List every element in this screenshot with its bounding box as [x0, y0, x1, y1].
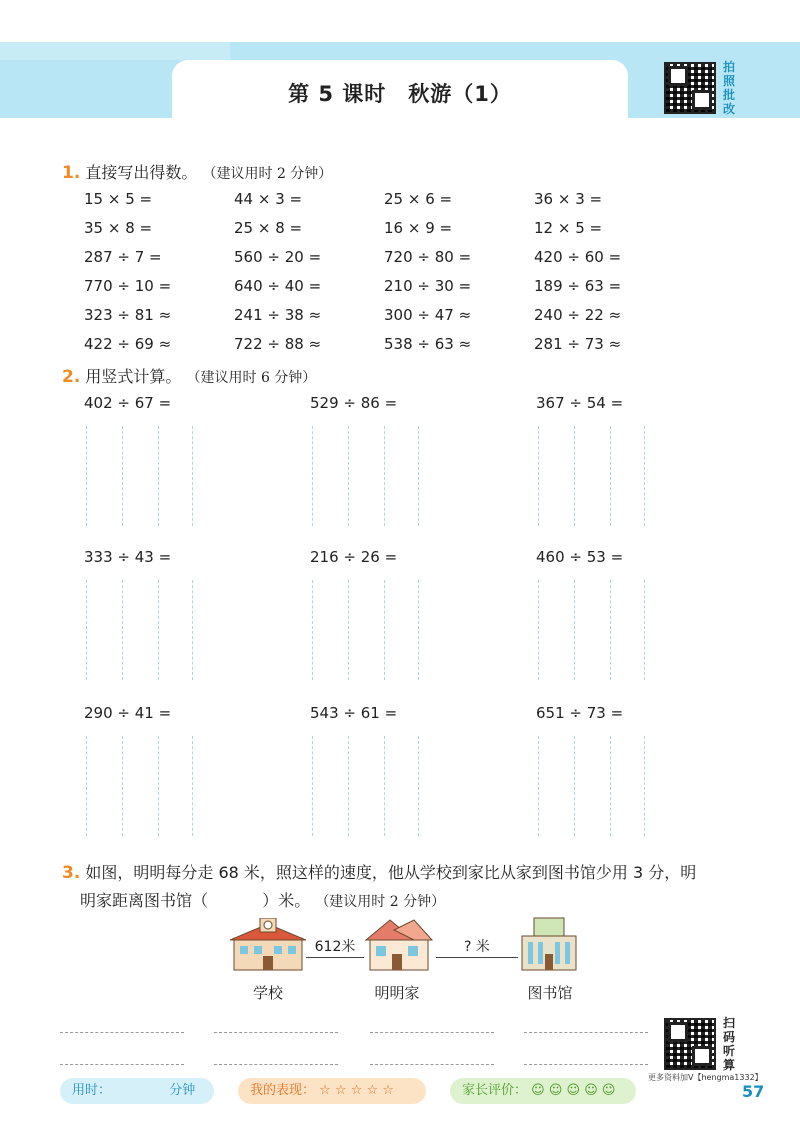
guide-line — [610, 580, 611, 680]
guide-line — [312, 736, 313, 836]
work-area[interactable] — [538, 580, 648, 682]
school-building-icon — [230, 918, 306, 972]
road-segment-1 — [306, 957, 364, 958]
performance-label: 我的表现： — [250, 1083, 316, 1098]
q1-problem: 538 ÷ 63 ≈ — [384, 335, 472, 353]
guide-line — [86, 736, 87, 836]
guide-line — [610, 426, 611, 526]
library-building-icon — [518, 914, 580, 972]
guide-line — [192, 580, 193, 680]
guide-line — [418, 580, 419, 680]
q2-problem: 651 ÷ 73 = — [536, 704, 624, 722]
q2-number: 2. — [62, 367, 81, 387]
label-home: 明明家 — [374, 984, 420, 1002]
parent-eval-pill — [450, 1078, 636, 1104]
answer-line[interactable] — [524, 1032, 648, 1033]
guide-line — [158, 426, 159, 526]
distance-label-2: ? 米 — [464, 939, 490, 955]
q3-line1 — [62, 860, 696, 883]
side-char: 码 — [722, 1030, 735, 1044]
guide-line — [192, 426, 193, 526]
q1-hint: （建议用时 2 分钟） — [202, 166, 333, 182]
q1-problem: 287 ÷ 7 = — [84, 248, 162, 266]
work-area[interactable] — [538, 426, 648, 528]
guide-line — [122, 580, 123, 680]
work-area[interactable] — [312, 426, 422, 528]
work-area[interactable] — [312, 736, 422, 838]
qr-code-icon[interactable] — [664, 62, 716, 114]
work-area[interactable] — [538, 736, 648, 838]
q2-problem: 402 ÷ 67 = — [84, 394, 172, 412]
guide-line — [610, 736, 611, 836]
side-char: 算 — [722, 1058, 735, 1072]
q2-heading — [62, 364, 316, 387]
guide-line — [644, 580, 645, 680]
guide-line — [122, 426, 123, 526]
guide-line — [158, 580, 159, 680]
q3-hint: （建议用时 2 分钟） — [315, 894, 446, 910]
q1-problem: 25 × 8 = — [234, 219, 303, 237]
guide-line — [348, 736, 349, 836]
answer-line[interactable] — [60, 1032, 184, 1033]
answer-line[interactable] — [214, 1064, 338, 1065]
guide-line — [384, 580, 385, 680]
work-area[interactable] — [86, 580, 196, 682]
guide-line — [574, 580, 575, 680]
q1-problem: 640 ÷ 40 = — [234, 277, 322, 295]
q1-problem: 720 ÷ 80 = — [384, 248, 472, 266]
q1-problem: 240 ÷ 22 ≈ — [534, 306, 622, 324]
guide-line — [158, 736, 159, 836]
q1-problem: 15 × 5 = — [84, 190, 153, 208]
q2-problem: 333 ÷ 43 = — [84, 548, 172, 566]
q1-problem: 210 ÷ 30 = — [384, 277, 472, 295]
guide-line — [86, 580, 87, 680]
answer-line[interactable] — [370, 1064, 494, 1065]
parent-eval-label: 家长评价： — [462, 1083, 528, 1098]
guide-line — [384, 426, 385, 526]
guide-line — [574, 736, 575, 836]
q1-problem: 281 ÷ 73 ≈ — [534, 335, 622, 353]
q1-problem: 44 × 3 = — [234, 190, 303, 208]
work-area[interactable] — [312, 580, 422, 682]
work-area[interactable] — [86, 426, 196, 528]
guide-line — [538, 426, 539, 526]
q2-problem: 367 ÷ 54 = — [536, 394, 624, 412]
side-char: 扫 — [722, 1016, 735, 1030]
guide-line — [86, 426, 87, 526]
label-library: 图书馆 — [527, 984, 573, 1002]
q1-problem: 420 ÷ 60 = — [534, 248, 622, 266]
scan-listen-label — [722, 1016, 736, 1072]
guide-line — [192, 736, 193, 836]
page-number: 57 — [742, 1082, 765, 1101]
q1-number: 1. — [62, 163, 81, 183]
answer-line[interactable] — [370, 1032, 494, 1033]
guide-line — [644, 426, 645, 526]
q3-text-line2a: 明家距离图书馆（ — [80, 891, 209, 910]
rating-stars[interactable]: ☆ ☆ ☆ ☆ ☆ — [319, 1083, 394, 1098]
q3-text-line1: 如图，明明每分走 68 米，照这样的速度，他从学校到家比从家到图书馆少用 3 分，明 — [85, 863, 697, 882]
page-title: 第 5 课时 秋游（1） — [288, 82, 512, 106]
answer-line[interactable] — [214, 1032, 338, 1033]
q2-problem: 290 ÷ 41 = — [84, 704, 172, 722]
q1-problem: 323 ÷ 81 ≈ — [84, 306, 172, 324]
guide-line — [384, 736, 385, 836]
work-area[interactable] — [86, 736, 196, 838]
q1-problem: 422 ÷ 69 ≈ — [84, 335, 172, 353]
guide-line — [574, 426, 575, 526]
q2-problem: 529 ÷ 86 = — [310, 394, 398, 412]
time-unit: 分钟 — [169, 1083, 196, 1098]
q1-problem: 36 × 3 = — [534, 190, 603, 208]
guide-line — [538, 736, 539, 836]
side-char: 照 — [722, 74, 735, 88]
performance-pill — [238, 1078, 426, 1104]
q1-heading — [62, 160, 332, 183]
q2-text: 用竖式计算。 — [85, 367, 182, 386]
footer-note: 更多资料加V【hengma1332】 — [648, 1073, 763, 1082]
q1-problem: 16 × 9 = — [384, 219, 453, 237]
q1-problem: 241 ÷ 38 ≈ — [234, 306, 322, 324]
guide-line — [312, 580, 313, 680]
side-char: 听 — [722, 1044, 735, 1058]
q2-hint: （建议用时 6 分钟） — [186, 370, 317, 386]
time-label: 用时： — [72, 1083, 112, 1098]
q1-problem: 25 × 6 = — [384, 190, 453, 208]
q3-text-line2b: ）米。 — [262, 891, 311, 910]
q1-problem: 560 ÷ 20 = — [234, 248, 322, 266]
q1-problem: 189 ÷ 63 = — [534, 277, 622, 295]
q2-problem: 460 ÷ 53 = — [536, 548, 624, 566]
qr-code-icon[interactable] — [664, 1018, 716, 1070]
side-char: 改 — [722, 102, 735, 116]
guide-line — [122, 736, 123, 836]
q1-problem: 300 ÷ 47 ≈ — [384, 306, 472, 324]
guide-line — [348, 580, 349, 680]
guide-line — [418, 426, 419, 526]
side-char: 拍 — [722, 60, 735, 74]
q2-problem: 543 ÷ 61 = — [310, 704, 398, 722]
photo-grade-label — [722, 60, 736, 116]
guide-line — [348, 426, 349, 526]
q1-problem: 12 × 5 = — [534, 219, 603, 237]
road-segment-2 — [436, 957, 518, 958]
guide-line — [418, 736, 419, 836]
time-used-pill — [60, 1078, 214, 1104]
q1-problem: 722 ÷ 88 ≈ — [234, 335, 322, 353]
side-char: 批 — [722, 88, 735, 102]
q3-number: 3. — [62, 863, 81, 883]
house-icon — [364, 916, 434, 972]
label-school: 学校 — [252, 984, 283, 1002]
guide-line — [538, 580, 539, 680]
header-band-accent — [0, 42, 230, 60]
guide-line — [644, 736, 645, 836]
q1-text: 直接写出得数。 — [85, 163, 198, 182]
q1-problem: 35 × 8 = — [84, 219, 153, 237]
rating-faces[interactable]: ☺ ☺ ☺ ☺ ☺ — [531, 1083, 616, 1098]
q3-line2 — [80, 888, 445, 911]
guide-line — [312, 426, 313, 526]
q2-problem: 216 ÷ 26 = — [310, 548, 398, 566]
q1-problem: 770 ÷ 10 = — [84, 277, 172, 295]
answer-line[interactable] — [60, 1064, 184, 1065]
answer-line[interactable] — [524, 1064, 648, 1065]
distance-label-1: 612米 — [314, 939, 356, 955]
